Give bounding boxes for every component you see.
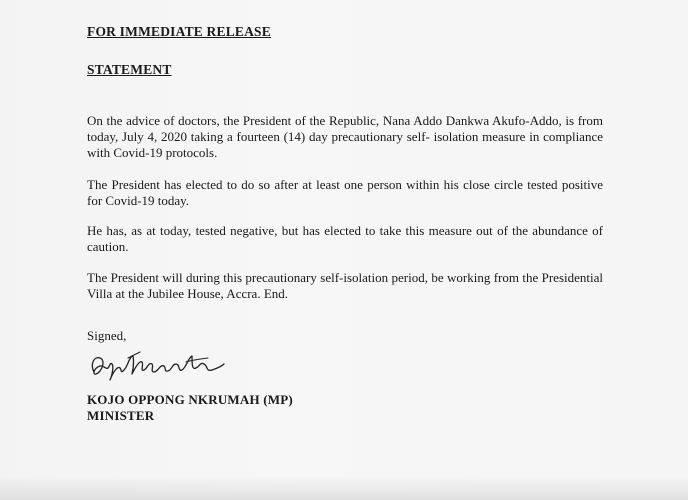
handwritten-signature <box>88 346 228 386</box>
paragraph-3: He has, as at today, tested negative, but has elected to take this measure out of the abundance of caution. <box>87 223 603 254</box>
signatory-name: KOJO OPPONG NKRUMAH (MP) <box>87 392 293 407</box>
signed-label: Signed, <box>87 328 127 343</box>
signatory-title: MINISTER <box>87 408 155 423</box>
paragraph-1: On the advice of doctors, the President of the Republic, Nana Addo Dankwa Akufo-Addo, is from today, July 4, 2020 taking a fourteen (14) day precautionary self- isolation measure in compliance with Covid-19 protocols. <box>87 113 603 160</box>
statement-heading: STATEMENT <box>87 62 172 77</box>
release-heading: FOR IMMEDIATE RELEASE <box>87 24 271 39</box>
paragraph-2: The President has elected to do so after at least one person within his close circle tested positive for Covid-19 today. <box>87 177 603 208</box>
paragraph-4: The President will during this precautionary self-isolation period, be working from the Presidential Villa at the Jubilee House, Accra. End. <box>87 270 603 301</box>
page-shadow <box>0 476 688 500</box>
